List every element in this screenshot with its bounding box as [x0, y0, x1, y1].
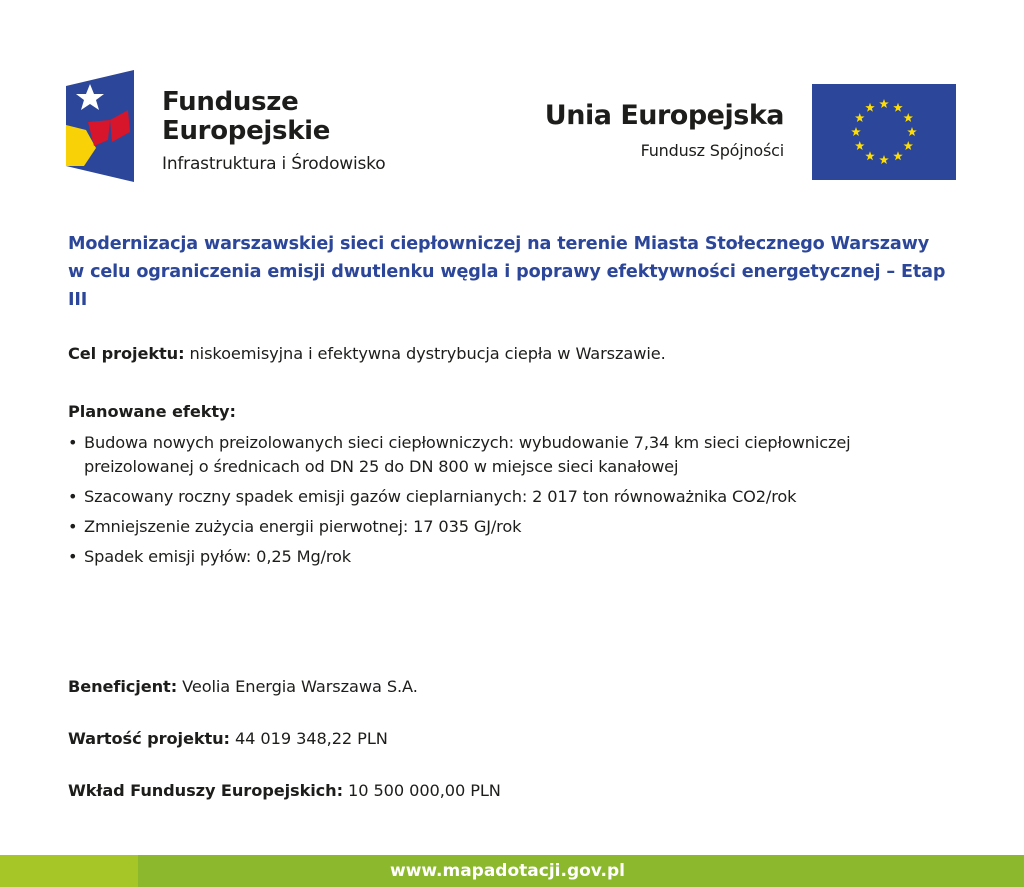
list-item — [68, 515, 948, 539]
fundusze-europejskie-text — [162, 88, 385, 174]
beneficiary-label: Beneficjent: — [68, 677, 178, 696]
list-item — [68, 431, 948, 479]
bullet: • — [68, 547, 78, 566]
list-item — [68, 485, 948, 509]
effect-text: Zmniejszenie zużycia energii pierwotnej: 17 035 GJ/rok — [84, 517, 522, 536]
contribution-amount: 10 500 000,00 PLN — [348, 781, 501, 800]
beneficiary-value: Veolia Energia Warszawa S.A. — [182, 677, 418, 696]
project-value — [68, 729, 388, 748]
project-goal — [68, 344, 666, 363]
ue-fund: Fundusz Spójności — [640, 141, 784, 160]
effects-label: Planowane efekty: — [68, 402, 236, 421]
effect-text: Szacowany roczny spadek emisji gazów cieplarnianych: 2 017 ton równoważnika CO2/rok — [84, 487, 797, 506]
effect-text: Spadek emisji pyłów: 0,25 Mg/rok — [84, 547, 351, 566]
fe-title-line2: Europejskie — [162, 116, 331, 146]
beneficiary — [68, 677, 418, 696]
effect-text: Budowa nowych preizolowanych sieci ciepłowniczych: wybudowanie 7,34 km sieci ciepłowniczej preizolowanej o średnicach od DN 25 do DN 800 w miejsce sieci kanałowej — [84, 433, 851, 476]
footer-bar — [0, 855, 1024, 887]
footer-accent — [0, 855, 138, 887]
goal-value: niskoemisyjna i efektywna dystrybucja ciepła w Warszawie. — [189, 344, 666, 363]
unia-europejska-text — [545, 100, 784, 160]
value-label: Wartość projektu: — [68, 729, 230, 748]
effects-list — [68, 431, 948, 575]
eu-flag-icon — [812, 84, 956, 180]
eu-contribution — [68, 781, 501, 800]
project-title: Modernizacja warszawskiej sieci ciepłowniczej na terenie Miasta Stołecznego Warszawy w celu ograniczenia emisji dwutlenku węgla i poprawy efektywności energetycznej – Etap III — [68, 234, 946, 310]
footer-url-link[interactable]: www.mapadotacji.gov.pl — [390, 861, 625, 881]
fe-title-line1: Fundusze — [162, 87, 299, 117]
bullet: • — [68, 433, 78, 452]
goal-label: Cel projektu: — [68, 344, 185, 363]
list-item — [68, 545, 948, 569]
bullet: • — [68, 517, 78, 536]
fe-program: Infrastruktura i Środowisko — [162, 154, 386, 174]
value-amount: 44 019 348,22 PLN — [234, 729, 388, 748]
ue-title: Unia Europejska — [544, 100, 784, 131]
contribution-label: Wkład Funduszy Europejskich: — [68, 781, 343, 800]
fundusze-europejskie-logo — [66, 70, 134, 182]
bullet: • — [68, 487, 78, 506]
